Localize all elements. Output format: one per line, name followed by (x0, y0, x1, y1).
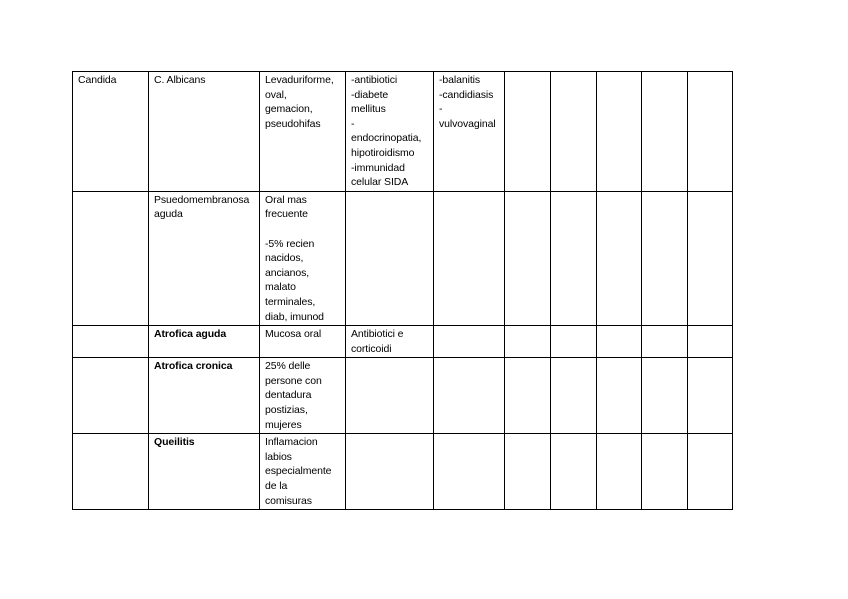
cell-line: -candidiasis (439, 88, 494, 101)
empty-cell (505, 72, 551, 192)
cell-line: aguda (154, 208, 183, 221)
cell-line: especialmente (265, 465, 332, 478)
table-row (73, 434, 733, 510)
cell-line: diab, imunod (265, 310, 324, 323)
cell-line: -5% recien (265, 237, 315, 250)
cell-text: Atrofica cronica (154, 360, 233, 373)
empty-cell (597, 191, 642, 325)
table-cell (73, 72, 149, 192)
empty-cell (597, 72, 642, 192)
cell-line: Antibiotici e (351, 328, 404, 341)
empty-cell (688, 191, 733, 325)
cell-line: Oral mas (265, 193, 307, 206)
empty-cell (434, 434, 505, 510)
cell-line: persone con (265, 374, 322, 387)
empty-cell (505, 358, 551, 434)
cell-line: gemacion, (265, 103, 313, 116)
empty-cell (642, 72, 688, 192)
cell-line: mellitus (351, 103, 386, 116)
cell-line: Inflamacion (265, 436, 318, 449)
cell-text: Candida (78, 74, 117, 86)
table-row (73, 358, 733, 434)
table-row (73, 326, 733, 358)
cell-line: labios (265, 450, 292, 463)
cell-text: Atrofica aguda (154, 328, 227, 341)
empty-cell (505, 326, 551, 358)
cell-line: pseudohifas (265, 117, 321, 130)
cell-line: de la (265, 480, 288, 493)
empty-cell (551, 358, 597, 434)
cell-text: Mucosa oral (265, 328, 322, 341)
table-cell (260, 191, 346, 325)
empty-cell (73, 434, 149, 510)
cell-line: corticoidi (351, 342, 392, 355)
cell-line: comisuras (265, 494, 312, 507)
cell-line: Psuedomembranosa (154, 193, 250, 206)
cell-line: -diabete (351, 88, 389, 101)
empty-cell (642, 434, 688, 510)
cell-line: Levaduriforme, (265, 74, 334, 86)
empty-cell (642, 326, 688, 358)
cell-line: - (351, 117, 355, 130)
table-cell (260, 358, 346, 434)
table-cell (260, 72, 346, 192)
empty-cell (597, 326, 642, 358)
cell-line: malato (265, 281, 296, 294)
cell-line: mujeres (265, 418, 302, 431)
table-row (73, 72, 733, 192)
table-cell (260, 326, 346, 358)
empty-cell (642, 358, 688, 434)
cell-line: celular SIDA (351, 176, 409, 189)
cell-line: terminales, (265, 295, 316, 308)
empty-cell (688, 72, 733, 192)
empty-cell (434, 326, 505, 358)
empty-cell (73, 191, 149, 325)
empty-cell (505, 434, 551, 510)
cell-line: -balanitis (439, 74, 481, 86)
table-cell (434, 72, 505, 192)
table-cell (149, 358, 260, 434)
cell-line: vulvovaginal (439, 117, 496, 130)
cell-line: nacidos, (265, 252, 304, 265)
empty-cell (434, 191, 505, 325)
cell-line: -immunidad (351, 161, 405, 174)
empty-cell (597, 434, 642, 510)
cell-text: Queilitis (154, 436, 195, 449)
cell-line: frecuente (265, 208, 308, 221)
empty-cell (346, 191, 434, 325)
empty-cell (551, 191, 597, 325)
empty-cell (597, 358, 642, 434)
candida-table (72, 71, 733, 510)
table-row (73, 191, 733, 325)
cell-line: 25% delle (265, 360, 311, 373)
cell-line: endocrinopatia, (351, 132, 422, 145)
cell-line: dentadura (265, 389, 312, 402)
cell-line: oval, (265, 88, 287, 101)
table-cell (149, 191, 260, 325)
blank-line (265, 222, 341, 237)
cell-line: -antibiotici (351, 74, 398, 86)
table-cell (346, 72, 434, 192)
empty-cell (642, 191, 688, 325)
empty-cell (505, 191, 551, 325)
empty-cell (551, 326, 597, 358)
empty-cell (73, 358, 149, 434)
empty-cell (688, 434, 733, 510)
empty-cell (346, 358, 434, 434)
cell-text: C. Albicans (154, 74, 206, 86)
table-cell (149, 72, 260, 192)
cell-line: hipotiroidismo (351, 146, 415, 159)
empty-cell (551, 434, 597, 510)
cell-line: ancianos, (265, 266, 310, 279)
table-cell (149, 434, 260, 510)
empty-cell (688, 358, 733, 434)
empty-cell (346, 434, 434, 510)
table-cell (149, 326, 260, 358)
empty-cell (688, 326, 733, 358)
empty-cell (551, 72, 597, 192)
empty-cell (73, 326, 149, 358)
empty-cell (434, 358, 505, 434)
table-cell (260, 434, 346, 510)
cell-line: postizias, (265, 404, 308, 417)
cell-line: - (439, 103, 443, 116)
table-cell (346, 326, 434, 358)
